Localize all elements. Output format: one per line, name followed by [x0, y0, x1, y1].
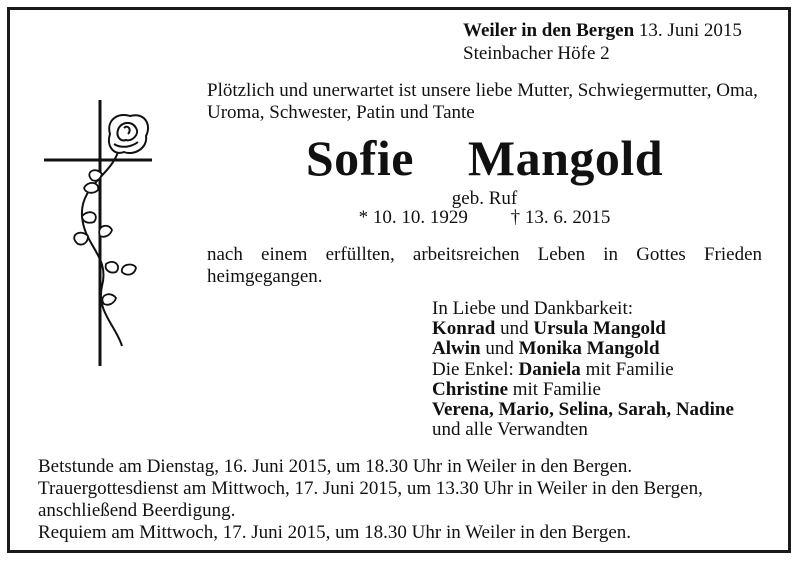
mourners-opening: In Liebe und Dankbarkeit:: [432, 298, 634, 319]
mourners-closing: und alle Verwandten: [432, 419, 588, 441]
notice-place-date: [463, 20, 742, 42]
service-info: [38, 456, 768, 544]
family-address: Steinbacher Höfe 2: [463, 43, 610, 64]
birth-date: * 10. 10. 1929: [358, 207, 468, 228]
deceased-name: Sofie Mangold: [305, 130, 664, 186]
mourners-line: Konrad und Ursula Mangold: [432, 318, 666, 340]
cross-with-rose-icon: [40, 96, 160, 376]
service-line: Trauergottesdienst am Mittwoch, 17. Juni 2015, um 13.30 Uhr in Weiler in den Bergen,: [38, 478, 703, 499]
service-line: Requiem am Mittwoch, 17. Juni 2015, um 18.30 Uhr in Weiler in den Bergen.: [38, 522, 632, 543]
death-date: † 13. 6. 2015: [510, 207, 611, 228]
life-dates: [207, 207, 762, 229]
mourners-list: [432, 299, 734, 440]
service-line: Betstunde am Dienstag, 16. Juni 2015, um 18.30 Uhr in Weiler in den Bergen.: [38, 456, 633, 477]
place-name: Weiler in den Bergen: [463, 20, 635, 41]
death-note: nach einem erfüllten, arbeitsreichen Leben in Gottes Frieden heimgegangen.: [207, 244, 762, 287]
mourners-line: Die Enkel: Daniela mit Familie: [432, 358, 674, 380]
birth-name: geb. Ruf: [451, 188, 518, 209]
notice-date: 13. Juni 2015: [638, 20, 742, 41]
mourners-line: Christine mit Familie: [432, 378, 601, 400]
mourners-line: Alwin und Monika Mangold: [432, 338, 660, 360]
intro-text: Plötzlich und unerwartet ist unsere liebe Mutter, Schwiegermutter, Oma, Uroma, Schwester, Patin und Tante: [207, 80, 758, 123]
service-line: anschließend Beerdigung.: [38, 500, 236, 521]
mourners-line: Verena, Mario, Selina, Sarah, Nadine: [432, 399, 734, 421]
